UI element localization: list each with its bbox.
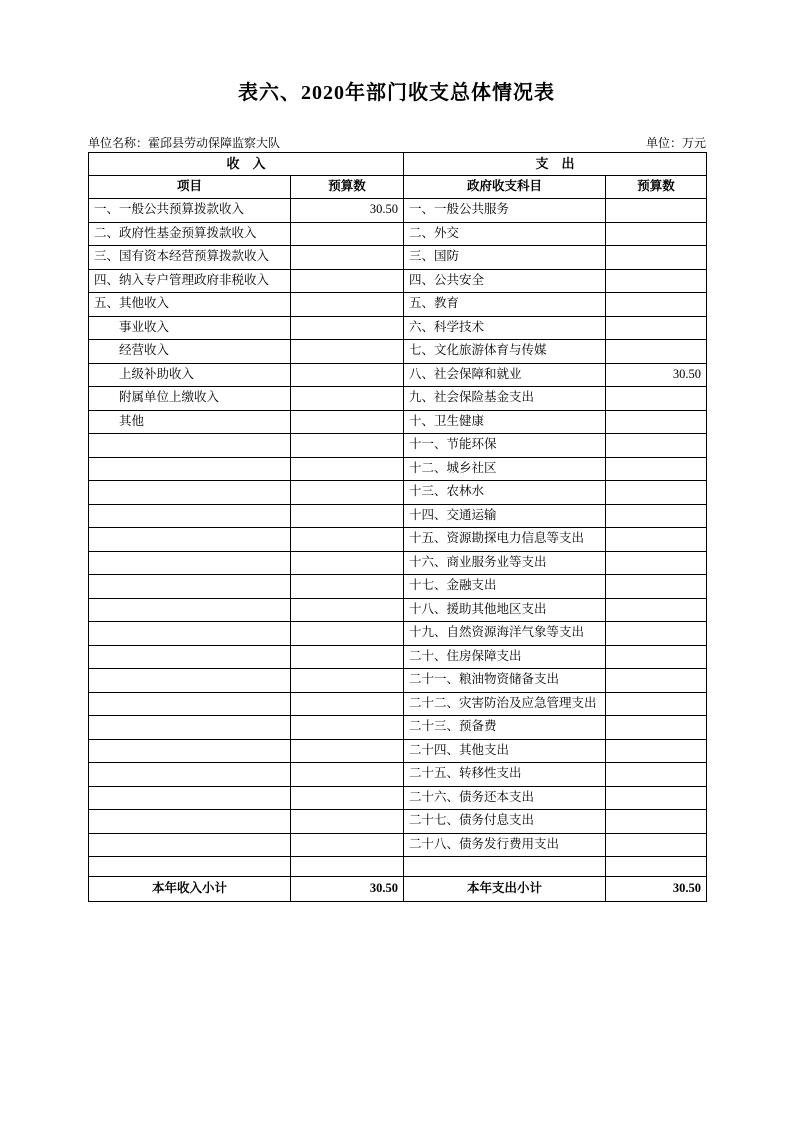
income-item-cell: 五、其他收入 bbox=[89, 293, 291, 317]
expense-item-cell: 二十五、转移性支出 bbox=[404, 763, 606, 787]
table-row bbox=[89, 786, 707, 810]
income-value-cell bbox=[291, 669, 404, 693]
table-row bbox=[89, 810, 707, 834]
income-item-cell bbox=[89, 810, 291, 834]
expense-item-cell: 二十一、粮油物资储备支出 bbox=[404, 669, 606, 693]
income-item-cell bbox=[89, 598, 291, 622]
col-header-income-item: 项目 bbox=[89, 176, 291, 199]
income-item-cell bbox=[89, 481, 291, 505]
income-item-cell bbox=[89, 645, 291, 669]
table-row bbox=[89, 622, 707, 646]
expense-value-cell bbox=[606, 316, 707, 340]
table-row bbox=[89, 528, 707, 552]
income-item-cell bbox=[89, 786, 291, 810]
income-value-cell bbox=[291, 575, 404, 599]
income-item-cell bbox=[89, 504, 291, 528]
expense-value-cell bbox=[606, 739, 707, 763]
table-row bbox=[89, 410, 707, 434]
table-row bbox=[89, 222, 707, 246]
income-item-cell: 三、国有资本经营预算拨款收入 bbox=[89, 246, 291, 270]
table-row bbox=[89, 575, 707, 599]
table-row bbox=[89, 739, 707, 763]
col-header-expense-item: 政府收支科目 bbox=[404, 176, 606, 199]
expense-item-cell: 二十二、灾害防治及应急管理支出 bbox=[404, 692, 606, 716]
section-header-row bbox=[89, 153, 707, 176]
expense-value-cell bbox=[606, 457, 707, 481]
currency-unit-label: 单位：万元 bbox=[645, 136, 706, 150]
expense-value-cell bbox=[606, 528, 707, 552]
expense-value-cell bbox=[606, 575, 707, 599]
table-row bbox=[89, 340, 707, 364]
table-row bbox=[89, 363, 707, 387]
column-header-row bbox=[89, 176, 707, 199]
expense-value-cell bbox=[606, 481, 707, 505]
expense-item-cell: 三、国防 bbox=[404, 246, 606, 270]
page-title: 表六、2020年部门收支总体情况表 bbox=[238, 82, 555, 104]
income-value-cell bbox=[291, 293, 404, 317]
table-row bbox=[89, 316, 707, 340]
expense-value-cell bbox=[606, 692, 707, 716]
budget-table bbox=[88, 152, 707, 902]
expense-value-cell bbox=[606, 810, 707, 834]
income-value-cell bbox=[291, 645, 404, 669]
table-body bbox=[89, 199, 707, 877]
expense-subtotal-label: 本年支出小计 bbox=[404, 877, 606, 902]
income-item-cell bbox=[89, 857, 291, 877]
table-row bbox=[89, 669, 707, 693]
expense-value-cell bbox=[606, 410, 707, 434]
income-section-header: 收 入 bbox=[89, 153, 404, 176]
expense-value-cell bbox=[606, 293, 707, 317]
expense-item-cell bbox=[404, 857, 606, 877]
expense-item-cell: 十七、金融支出 bbox=[404, 575, 606, 599]
table-row bbox=[89, 504, 707, 528]
expense-value-cell bbox=[606, 598, 707, 622]
income-item-cell bbox=[89, 763, 291, 787]
income-value-cell bbox=[291, 434, 404, 458]
expense-subtotal-value: 30.50 bbox=[606, 877, 707, 902]
expense-value-cell bbox=[606, 222, 707, 246]
income-item-cell: 事业收入 bbox=[89, 316, 291, 340]
income-item-cell: 二、政府性基金预算拨款收入 bbox=[89, 222, 291, 246]
expense-value-cell bbox=[606, 504, 707, 528]
expense-item-cell: 五、教育 bbox=[404, 293, 606, 317]
expense-value-cell bbox=[606, 857, 707, 877]
income-value-cell bbox=[291, 222, 404, 246]
expense-section-header: 支 出 bbox=[404, 153, 707, 176]
table-row bbox=[89, 434, 707, 458]
income-value-cell bbox=[291, 246, 404, 270]
table-row bbox=[89, 857, 707, 877]
income-value-cell bbox=[291, 598, 404, 622]
expense-item-cell: 八、社会保障和就业 bbox=[404, 363, 606, 387]
table-row bbox=[89, 199, 707, 223]
expense-value-cell bbox=[606, 833, 707, 857]
expense-item-cell: 二、外交 bbox=[404, 222, 606, 246]
expense-item-cell: 一、一般公共服务 bbox=[404, 199, 606, 223]
income-value-cell bbox=[291, 786, 404, 810]
expense-item-cell: 七、文化旅游体育与传媒 bbox=[404, 340, 606, 364]
income-value-cell bbox=[291, 692, 404, 716]
income-value-cell bbox=[291, 363, 404, 387]
table-row bbox=[89, 246, 707, 270]
table-row bbox=[89, 481, 707, 505]
table-row bbox=[89, 692, 707, 716]
expense-value-cell bbox=[606, 669, 707, 693]
col-header-expense-budget: 预算数 bbox=[606, 176, 707, 199]
table-row bbox=[89, 645, 707, 669]
income-item-cell: 四、纳入专户管理政府非税收入 bbox=[89, 269, 291, 293]
expense-item-cell: 六、科学技术 bbox=[404, 316, 606, 340]
income-item-cell: 经营收入 bbox=[89, 340, 291, 364]
income-value-cell bbox=[291, 481, 404, 505]
expense-item-cell: 十六、商业服务业等支出 bbox=[404, 551, 606, 575]
expense-value-cell: 30.50 bbox=[606, 363, 707, 387]
income-value-cell bbox=[291, 739, 404, 763]
expense-item-cell: 二十、住房保障支出 bbox=[404, 645, 606, 669]
expense-item-cell: 十五、资源勘探电力信息等支出 bbox=[404, 528, 606, 552]
table-row bbox=[89, 598, 707, 622]
table-row bbox=[89, 293, 707, 317]
income-subtotal-label: 本年收入小计 bbox=[89, 877, 291, 902]
income-item-cell bbox=[89, 551, 291, 575]
expense-item-cell: 十八、援助其他地区支出 bbox=[404, 598, 606, 622]
income-value-cell bbox=[291, 269, 404, 293]
income-item-cell bbox=[89, 575, 291, 599]
expense-value-cell bbox=[606, 199, 707, 223]
table-row bbox=[89, 387, 707, 411]
table-row bbox=[89, 457, 707, 481]
expense-item-cell: 二十四、其他支出 bbox=[404, 739, 606, 763]
income-item-cell bbox=[89, 692, 291, 716]
table-row bbox=[89, 269, 707, 293]
expense-value-cell bbox=[606, 645, 707, 669]
expense-item-cell: 二十六、债务还本支出 bbox=[404, 786, 606, 810]
income-value-cell: 30.50 bbox=[291, 199, 404, 223]
income-value-cell bbox=[291, 833, 404, 857]
income-value-cell bbox=[291, 551, 404, 575]
income-value-cell bbox=[291, 340, 404, 364]
subtotal-row bbox=[89, 877, 707, 902]
expense-item-cell: 二十七、债务付息支出 bbox=[404, 810, 606, 834]
income-value-cell bbox=[291, 716, 404, 740]
expense-item-cell: 十四、交通运输 bbox=[404, 504, 606, 528]
expense-item-cell: 九、社会保险基金支出 bbox=[404, 387, 606, 411]
expense-value-cell bbox=[606, 340, 707, 364]
income-item-cell: 附属单位上缴收入 bbox=[89, 387, 291, 411]
expense-value-cell bbox=[606, 434, 707, 458]
expense-item-cell: 十二、城乡社区 bbox=[404, 457, 606, 481]
income-item-cell bbox=[89, 457, 291, 481]
expense-value-cell bbox=[606, 786, 707, 810]
income-value-cell bbox=[291, 387, 404, 411]
table-row bbox=[89, 551, 707, 575]
income-value-cell bbox=[291, 763, 404, 787]
expense-value-cell bbox=[606, 716, 707, 740]
income-item-cell bbox=[89, 434, 291, 458]
expense-item-cell: 十三、农林水 bbox=[404, 481, 606, 505]
income-value-cell bbox=[291, 528, 404, 552]
income-item-cell bbox=[89, 528, 291, 552]
meta-row bbox=[88, 134, 706, 151]
income-value-cell bbox=[291, 504, 404, 528]
expense-value-cell bbox=[606, 246, 707, 270]
expense-item-cell: 十、卫生健康 bbox=[404, 410, 606, 434]
expense-item-cell: 十九、自然资源海洋气象等支出 bbox=[404, 622, 606, 646]
income-value-cell bbox=[291, 457, 404, 481]
income-value-cell bbox=[291, 410, 404, 434]
income-value-cell bbox=[291, 622, 404, 646]
expense-value-cell bbox=[606, 551, 707, 575]
expense-item-cell: 十一、节能环保 bbox=[404, 434, 606, 458]
income-item-cell bbox=[89, 833, 291, 857]
table-footer bbox=[89, 877, 707, 902]
income-value-cell bbox=[291, 810, 404, 834]
table-row bbox=[89, 716, 707, 740]
income-subtotal-value: 30.50 bbox=[291, 877, 404, 902]
income-item-cell: 上级补助收入 bbox=[89, 363, 291, 387]
income-item-cell: 一、一般公共预算拨款收入 bbox=[89, 199, 291, 223]
table-row bbox=[89, 763, 707, 787]
income-item-cell bbox=[89, 622, 291, 646]
expense-value-cell bbox=[606, 622, 707, 646]
unit-name-label: 单位名称：霍邱县劳动保障监察大队 bbox=[88, 136, 281, 150]
expense-item-cell: 二十八、债务发行费用支出 bbox=[404, 833, 606, 857]
income-value-cell bbox=[291, 316, 404, 340]
income-item-cell: 其他 bbox=[89, 410, 291, 434]
income-item-cell bbox=[89, 669, 291, 693]
expense-value-cell bbox=[606, 387, 707, 411]
expense-item-cell: 二十三、预备费 bbox=[404, 716, 606, 740]
income-item-cell bbox=[89, 739, 291, 763]
expense-item-cell: 四、公共安全 bbox=[404, 269, 606, 293]
expense-value-cell bbox=[606, 763, 707, 787]
expense-value-cell bbox=[606, 269, 707, 293]
income-value-cell bbox=[291, 857, 404, 877]
col-header-income-budget: 预算数 bbox=[291, 176, 404, 199]
table-row bbox=[89, 833, 707, 857]
income-item-cell bbox=[89, 716, 291, 740]
